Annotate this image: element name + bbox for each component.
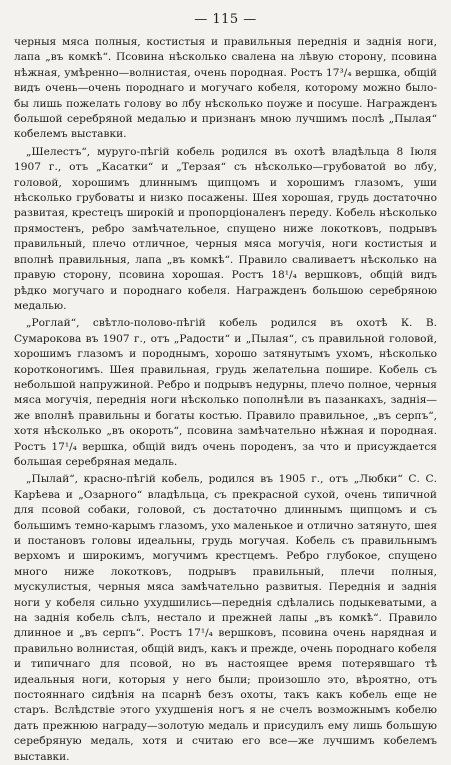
paragraph-pylai: „Пылай“, красно-пѣгій кобель, родился въ 1905 г., отъ „Любки“ С. С. Карѣева и „Озарного“ владѣльца, съ прекрасной сухой, очень типичной для псовой собаки, головой, съ достаточно длиннымъ щипцомъ и съ большимъ темно-карымъ глазомъ, ухо маленькое и отлично затянуто, шея и постановъ головы идеальны, грудь могучая. Кобель съ правильнымъ верхомъ и широкимъ, могучимъ крестцемъ. Ребро глубокое, спущено много ниже локотковъ, подрывъ правильный, плечи полныя, мускулистыя, черныя мяса замѣчательно развитыя. Переднія и заднія ноги у кобеля сильно ухудшились—переднія сдѣлались подыкеватыми, а на заднія кобель сѣлъ, нестало и прежней лапы „въ комкѣ“. Правило длинное и „въ серпъ“. Ростъ 17¹/₄ вершковъ, псовина очень нарядная и правильно волнистая, общій видъ, какъ и прежде, очень породнаго кобеля и типичнаго для псовой, но въ настоящее время потерявшаго тѣ идеальныя ноги, которыя у него были; произошло это, вѣроятно, отъ постояннаго сидѣнія на псарнѣ безъ охоты, такъ какъ кобель еще не старъ. Вслѣдствіе этого ухудшенія ногъ я не счелъ возможнымъ кобелю дать прежнюю награду—золотую медаль и присудилъ ему лишь большую серебряную медаль, хотя и считаю его все—же лучшимъ кобелемъ выставки. <box>14 473 437 763</box>
paragraph-continuation: черныя мяса полныя, костистыя и правильныя переднія и заднія ноги, лапа „въ комкѣ“. Псовина нѣсколько свалена на лѣвую сторону, псовина нѣжная, умѣренно—волнистая, очень породная. Ростъ 17³/₄ вершка, общій видъ очень—очень породнаго и могучаго кобеля, которому можно было-бы лишь пожелать голову во лбу нѣсколько поуже и посуше. Награжденъ большой серебряной медалью и признанъ мною лучшимъ послѣ „Пылая“ кобелемъ выставки. <box>14 36 437 141</box>
paragraph-roglai: „Роглай“, свѣтло-полово-пѣгій кобель родился въ охотѣ К. В. Сумарокова въ 1907 г., отъ „Радости“ и „Пылая“, съ правильной головой, хорошимъ глазомъ и породнымъ, хорошо затянутымъ ухомъ, нѣсколько коротконогимъ. Шея правильная, грудь желательна пошире. Кобель съ небольшой напружиной. Ребро и подрывъ недурны, плечо полное, черныя мяса могучія, переднія ноги нѣсколько пополнѣли въ пазанкахъ, заднія—же вполнѣ правильны и богаты костью. Правило правильное, „въ серпъ“, хотя нѣсколько „въ окороть“, псовина замѣчательно нѣжная и породная. Ростъ 17¹/₄ вершка, общій видъ очень породенъ, за что и присуждается большая серебряная медаль. <box>14 317 437 468</box>
paragraph-shelest: „Шелестъ“, муруго-пѣгій кобель родился въ охотѣ владѣльца 8 Іюля 1907 г., отъ „Касатки“ и „Терзая“ съ нѣсколько—грубоватой во лбу, головой, хорошимъ длиннымъ щипцомъ и хорошимъ глазомъ, уши нѣсколько грубоваты и низко посажены. Шея хорошая, грудь достаточно развитая, крестецъ широкій и пропорціоналенъ переду. Кобель нѣсколько прямостенъ, ребро замѣчательное, спущено ниже локотковъ, подрывъ правильный, плечо отличное, черныя мяса могучія, ноги костистыя и вполнѣ правильныя, лапа „въ комкѣ“. Правило сваливаетъ нѣсколько на правую сторону, псовина хорошая. Ростъ 18¹/₄ вершковъ, общій видъ рѣдко могучаго и породнаго кобеля. Награжденъ большою серебряною медалью. <box>14 145 437 312</box>
page-number: — 115 — <box>194 12 257 27</box>
